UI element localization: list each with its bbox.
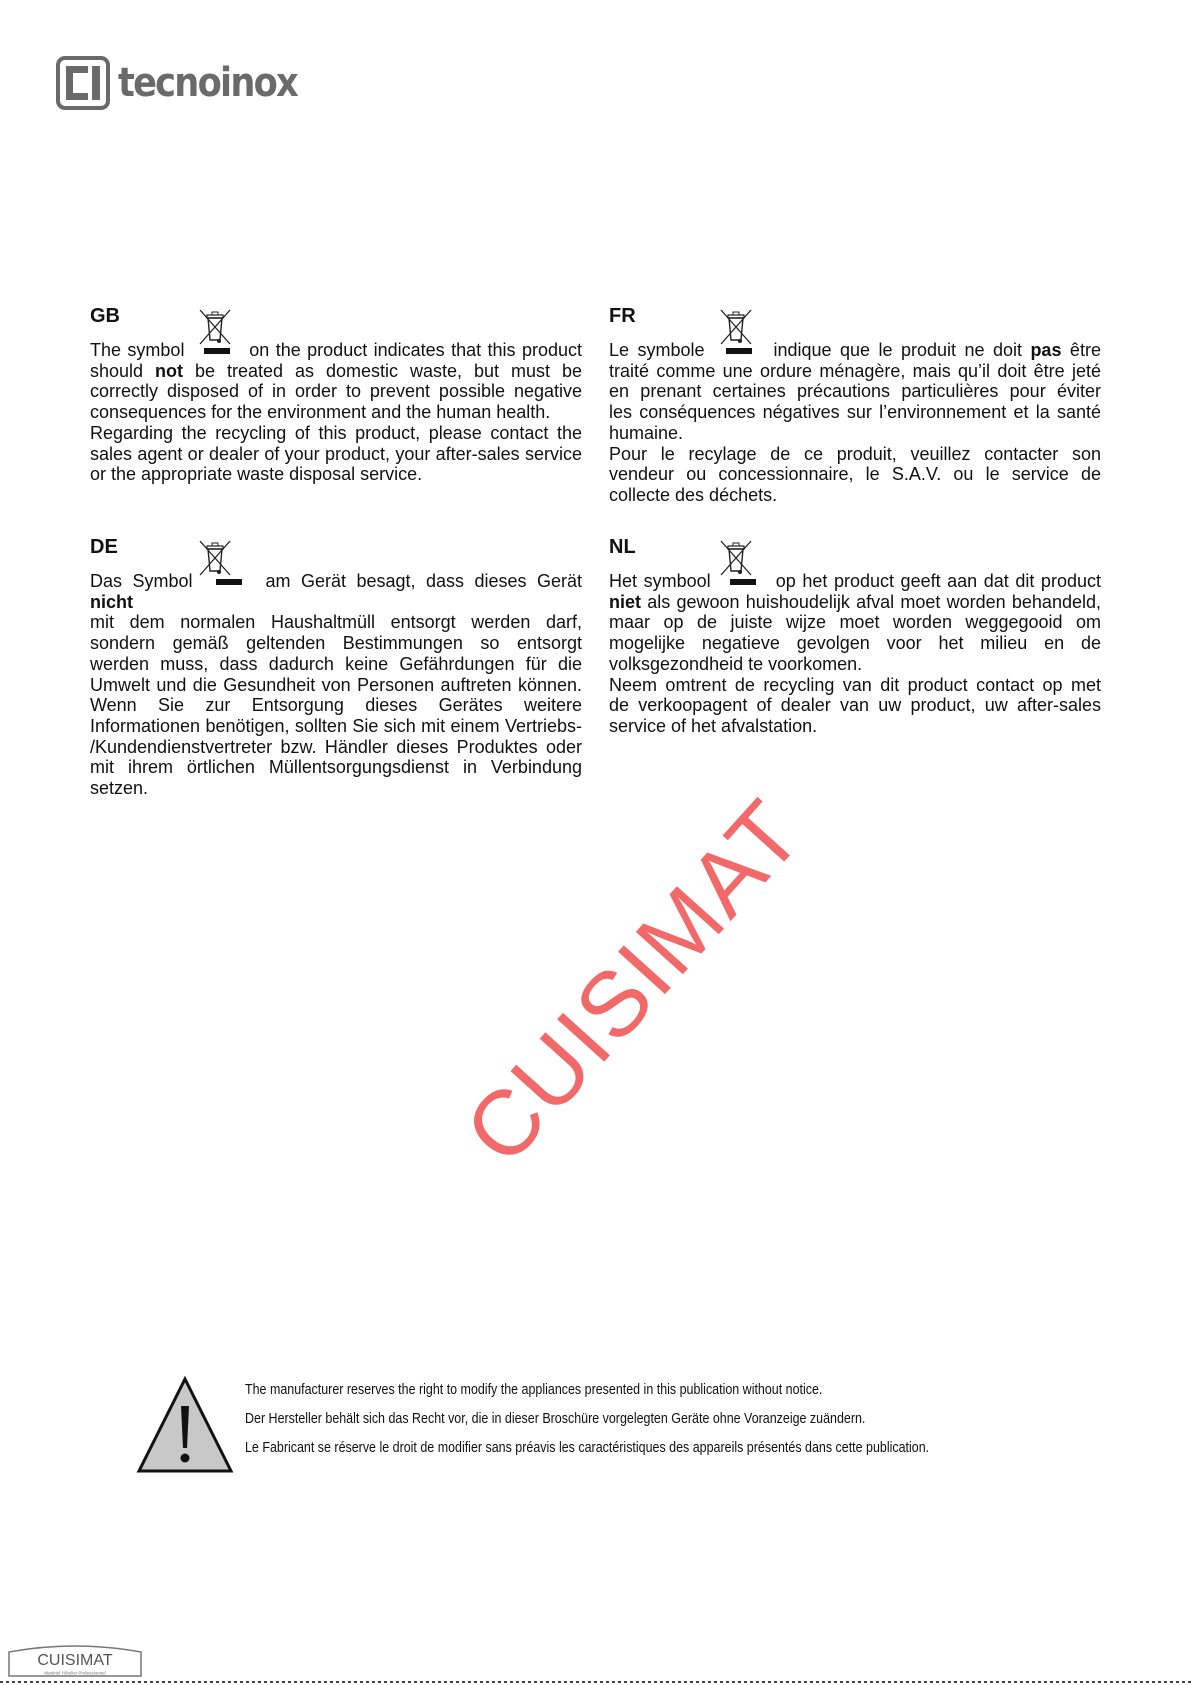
body-text: Pour le recylage de ce produit, veuillez contacter son <box>609 443 1101 464</box>
body-text: op het product geeft aan dat dit product <box>775 571 1101 591</box>
body-text: Informationen benötigen, sollten Sie sich mit einem Vertriebs- <box>90 715 582 736</box>
text-line <box>90 340 582 361</box>
section-nl <box>609 535 1101 737</box>
body-text: The symbol <box>90 340 185 360</box>
body-text: vendeur ou concessionnaire, le S.A.V. ou le service de <box>609 464 1101 485</box>
text-line <box>609 633 1101 654</box>
text-line <box>609 592 1101 613</box>
cuisimat-footer-brand: CUISIMAT <box>37 1652 113 1669</box>
text-line <box>609 695 1101 716</box>
body-text: Het symbool <box>609 571 711 591</box>
text-line <box>609 402 1101 423</box>
text-line <box>90 444 582 465</box>
text-line <box>609 485 1101 506</box>
emphasis-text: pas <box>1030 340 1062 360</box>
cuisimat-footer-tagline: Matériel Hôtelier Professionnel <box>44 1670 106 1676</box>
body-text: on the product indicates that this product <box>249 340 582 360</box>
body-text: volksgezondheid te voorkomen. <box>609 653 863 674</box>
section-code: NL <box>609 536 636 558</box>
text-line <box>609 444 1101 465</box>
text-line <box>609 654 1101 675</box>
body-text: Regarding the recycling of this product, please contact the <box>90 422 582 443</box>
section-code: FR <box>609 305 636 327</box>
body-text: mogelijke negatieve gevolgen voor het milieu en de <box>609 633 1101 654</box>
text-line <box>609 423 1101 444</box>
text-line <box>90 423 582 444</box>
text-line <box>90 464 582 485</box>
body-text: collecte des déchets. <box>609 484 778 505</box>
body-text: sales agent or dealer of your product, your after-sales service <box>90 443 582 464</box>
text-line <box>90 612 582 633</box>
text-line <box>609 675 1101 696</box>
body-text: /Kundendienstvertreter bzw. Händler dieses Produktes oder <box>90 736 582 757</box>
body-text: or the appropriate waste disposal service. <box>90 464 423 485</box>
notice-line-en: The manufacturer reserves the right to modify the appliances presented in this publication without notice. <box>245 1382 823 1398</box>
text-line <box>609 361 1101 382</box>
text-line <box>609 381 1101 402</box>
tecnoinox-logo-text: tecnoinox <box>118 60 297 106</box>
weee-crossed-bin-icon <box>198 539 232 579</box>
text-line <box>90 757 582 778</box>
body-text: les conséquences négatives sur l’environnement et la santé <box>609 402 1101 423</box>
text-line <box>90 675 582 696</box>
text-line <box>90 402 582 423</box>
weee-crossed-bin-icon <box>198 308 232 348</box>
cuisimat-watermark: CUISIMAT <box>445 781 823 1184</box>
body-text: traité comme une ordure ménagère, mais qu’il doit être jeté <box>609 360 1101 381</box>
text-line <box>609 464 1101 485</box>
section-code: DE <box>90 536 118 558</box>
body-text: Umwelt und die Gesundheit von Personen auftreten können. <box>90 674 582 695</box>
tecnoinox-logo-mark <box>56 56 110 110</box>
body-text: Das Symbol <box>90 571 193 591</box>
page-edge-divider <box>0 1681 1191 1683</box>
body-text: be treated as domestic waste, but must be <box>183 360 582 381</box>
section-de <box>90 535 582 799</box>
body-text: maar op de juiste wijze moet worden weggegooid om <box>609 612 1101 633</box>
text-line <box>90 571 582 612</box>
tecnoinox-logo <box>56 56 321 110</box>
warning-triangle-icon <box>136 1376 234 1474</box>
text-line <box>90 778 582 799</box>
notice-line-de: Der Hersteller behält sich das Recht vor, die in dieser Broschüre vorgelegten Geräte ohne Voranzeige zuändern. <box>245 1411 866 1427</box>
body-text: Wenn Sie zur Entsorgung dieses Gerätes weitere <box>90 695 582 716</box>
body-text: am Gerät besagt, dass dieses Gerät <box>265 571 582 591</box>
emphasis-text: nicht <box>90 591 133 612</box>
weee-crossed-bin-icon <box>719 539 753 579</box>
body-text: consequences for the environment and the human health. <box>90 402 551 423</box>
text-line <box>609 612 1101 633</box>
body-text: werden muss, dass dadurch keine Gefährdungen für die <box>90 653 582 674</box>
text-line <box>90 695 582 716</box>
body-text: Neem omtrent de recycling van dit product contact op met <box>609 674 1101 695</box>
cuisimat-footer-logo <box>5 1642 145 1678</box>
text-line <box>90 716 582 737</box>
text-line <box>90 737 582 758</box>
emphasis-text: niet <box>609 591 642 612</box>
body-text: Le symbole <box>609 340 705 360</box>
body-text: setzen. <box>90 778 149 799</box>
section-gb <box>90 304 582 485</box>
body-text: mit ihrem örtlichen Müllentsorgungsdienst in Verbindung <box>90 757 582 778</box>
body-text: service of het afvalstation. <box>609 715 818 736</box>
weee-crossed-bin-icon <box>719 308 753 348</box>
body-text: sondern gemäß geltenden Bestimmungen so entsorgt <box>90 633 582 654</box>
text-line <box>90 654 582 675</box>
text-line <box>90 381 582 402</box>
body-text: indique que le produit ne doit <box>773 340 1031 360</box>
body-text: mit dem normalen Haushaltmüll entsorgt werden darf, <box>90 612 582 633</box>
body-text: être <box>1061 340 1101 360</box>
body-text: en prenant certaines précautions particulières pour éviter <box>609 381 1101 402</box>
notice-line-fr: Le Fabricant se réserve le droit de modifier sans préavis les caractéristiques des appareils présentés dans cette publication. <box>245 1440 930 1456</box>
section-code: GB <box>90 305 120 327</box>
text-line <box>609 571 1101 592</box>
notice-block <box>136 1376 930 1479</box>
body-text: correctly disposed of in order to prevent possible negative <box>90 381 582 402</box>
text-line <box>90 633 582 654</box>
section-fr <box>609 304 1101 506</box>
body-text: als gewoon huishoudelijk afval moet worden behandeld, <box>641 591 1101 612</box>
text-line <box>90 361 582 382</box>
text-line <box>609 340 1101 361</box>
emphasis-text: not <box>155 360 184 381</box>
body-text: humaine. <box>609 422 684 443</box>
text-line <box>609 716 1101 737</box>
body-text: should <box>90 360 156 381</box>
body-text: de verkoopagent of dealer van uw product, uw after-sales <box>609 695 1101 716</box>
